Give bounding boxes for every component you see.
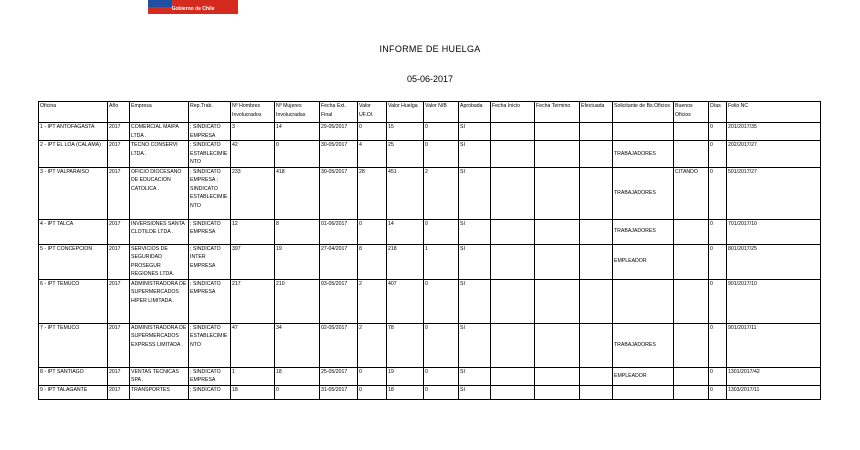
cell-valor-nb: 2 xyxy=(424,167,459,219)
cell-valor-nb: 0 xyxy=(424,385,459,399)
cell-valor-huelga: 14 xyxy=(387,219,424,244)
cell-oficina: 4 - IPT TALCA xyxy=(39,219,108,244)
cell-fecha-ext: 31-05/2017 xyxy=(320,385,358,399)
cell-empresa: COMERCIAL MAIPA LTDA . xyxy=(130,123,189,141)
cell-valor-nb: 0 xyxy=(424,219,459,244)
cell-hombres: 397 xyxy=(231,244,275,279)
cell-valor-uf: 4 xyxy=(358,141,387,168)
cell-valor-uf: 0 xyxy=(358,219,387,244)
cell-oficina: 7 - IPT TEMUCO xyxy=(39,323,108,367)
cell-anio: 2017 xyxy=(108,123,130,141)
cell-valor-uf: 0 xyxy=(358,367,387,385)
table-row xyxy=(39,323,821,367)
cell-fecha-termino xyxy=(535,167,580,219)
cell-hombres: 12 xyxy=(231,219,275,244)
cell-folio: 901/2017/11 xyxy=(727,323,821,367)
cell-oficina: 8 - IPT SANTIAGO xyxy=(39,367,108,385)
header-valor-huelga: Valor Huelga xyxy=(387,102,424,123)
cell-dias: 0 xyxy=(709,167,727,219)
cell-fecha-inicio xyxy=(491,141,535,168)
cell-buenos-oficios xyxy=(674,367,709,385)
header-dias: Días xyxy=(709,102,727,123)
cell-valor-uf: 0 xyxy=(358,123,387,141)
cell-solicitante: EMPLEADOR xyxy=(613,244,674,279)
table-row xyxy=(39,167,821,219)
cell-folio: 901/2017/10 xyxy=(727,279,821,323)
cell-valor-nb: 0 xyxy=(424,367,459,385)
cell-valor-huelga: 451 xyxy=(387,167,424,219)
cell-fecha-termino xyxy=(535,279,580,323)
header-anio: Año xyxy=(108,102,130,123)
cell-valor-huelga: 18 xyxy=(387,385,424,399)
cell-buenos-oficios xyxy=(674,219,709,244)
cell-aprobada: SI xyxy=(459,219,491,244)
table-row xyxy=(39,141,821,168)
table-row xyxy=(39,244,821,279)
cell-empresa: INVERSIONES SANTA CLOTILDE LTDA . xyxy=(130,219,189,244)
cell-solicitante xyxy=(613,385,674,399)
cell-mujeres: 19 xyxy=(275,244,320,279)
cell-aprobada: SI xyxy=(459,323,491,367)
cell-rep-trab: ; SINDICATO xyxy=(189,385,231,399)
table-body xyxy=(39,123,821,400)
cell-hombres: 42 xyxy=(231,141,275,168)
cell-mujeres: 210 xyxy=(275,279,320,323)
header-fecha-termino: Fecha Termino xyxy=(535,102,580,123)
cell-valor-huelga: 19 xyxy=(387,367,424,385)
cell-fecha-termino xyxy=(535,244,580,279)
cell-valor-uf: 8 xyxy=(358,244,387,279)
cell-fecha-ext: 30-05/2017 xyxy=(320,167,358,219)
cell-aprobada: SI xyxy=(459,167,491,219)
table-row xyxy=(39,219,821,244)
cell-mujeres: 18 xyxy=(275,367,320,385)
cell-solicitante xyxy=(613,123,674,141)
cell-empresa: TECNO CONSERVI LTDA . xyxy=(130,141,189,168)
cell-dias: 0 xyxy=(709,123,727,141)
header-aprobada: Aprobada xyxy=(459,102,491,123)
header-buenos-oficios: Buenos Oficios xyxy=(674,102,709,123)
table-row xyxy=(39,279,821,323)
cell-mujeres: 418 xyxy=(275,167,320,219)
cell-rep-trab: ; SINDICATO EMPRESA xyxy=(189,367,231,385)
cell-solicitante: TRABAJADORES xyxy=(613,219,674,244)
cell-fecha-termino xyxy=(535,385,580,399)
cell-fecha-inicio xyxy=(491,244,535,279)
cell-anio: 2017 xyxy=(108,167,130,219)
cell-empresa: OFICIO DIOCESANO DE EDUCACION CATOLICA . xyxy=(130,167,189,219)
cell-fecha-termino xyxy=(535,367,580,385)
cell-aprobada: SI xyxy=(459,367,491,385)
cell-valor-uf: 0 xyxy=(358,385,387,399)
cell-fecha-ext: 25-05/2017 xyxy=(320,367,358,385)
cell-hombres: 3 xyxy=(231,123,275,141)
header-mujeres: Nº Mujeres Involucradas xyxy=(275,102,320,123)
cell-folio: 1303/2017/11 xyxy=(727,385,821,399)
cell-fecha-ext: 01-06/2017 xyxy=(320,219,358,244)
cell-aprobada: SI xyxy=(459,123,491,141)
table-row xyxy=(39,385,821,399)
cell-buenos-oficios xyxy=(674,323,709,367)
cell-anio: 2017 xyxy=(108,219,130,244)
gobierno-logo xyxy=(148,0,238,14)
cell-anio: 2017 xyxy=(108,279,130,323)
table-row xyxy=(39,123,821,141)
cell-efectuada xyxy=(580,279,613,323)
cell-efectuada xyxy=(580,167,613,219)
cell-folio: 201/2017/35 xyxy=(727,123,821,141)
cell-valor-huelga: 407 xyxy=(387,279,424,323)
cell-fecha-inicio xyxy=(491,123,535,141)
cell-rep-trab: ; SINDICATO EMPRESA xyxy=(189,279,231,323)
cell-solicitante: TRABAJADORES xyxy=(613,141,674,168)
cell-empresa: SERVICIOS DE SEGURIDAD PROSEGUR REGIONES LTDA. xyxy=(130,244,189,279)
cell-fecha-ext: 29-05/2017 xyxy=(320,123,358,141)
cell-empresa: ADMINISTRADORA DE SUPERMERCADOS EXPRESS LIMITADA . xyxy=(130,323,189,367)
cell-dias: 0 xyxy=(709,244,727,279)
header-folio: Folio NC xyxy=(727,102,821,123)
cell-valor-uf: 2 xyxy=(358,279,387,323)
header-hombres: Nº Hombres Involucrados xyxy=(231,102,275,123)
cell-rep-trab: ; SINDICATO EMPRESA ; SINDICATO ESTABLECIMIENTO xyxy=(189,167,231,219)
cell-dias: 0 xyxy=(709,141,727,168)
strike-report-table xyxy=(38,101,821,400)
cell-buenos-oficios xyxy=(674,385,709,399)
cell-valor-huelga: 15 xyxy=(387,123,424,141)
report-title: INFORME DE HUELGA xyxy=(379,44,481,54)
cell-empresa: TRANSPORTES xyxy=(130,385,189,399)
cell-efectuada xyxy=(580,141,613,168)
cell-oficina: 3 - IPT VALPARAISO xyxy=(39,167,108,219)
cell-mujeres: 14 xyxy=(275,123,320,141)
cell-buenos-oficios xyxy=(674,279,709,323)
cell-valor-nb: 0 xyxy=(424,141,459,168)
cell-rep-trab: ; SINDICATO ESTABLECIMIENTO xyxy=(189,323,231,367)
cell-dias: 0 xyxy=(709,219,727,244)
cell-fecha-termino xyxy=(535,123,580,141)
table-header-row xyxy=(39,102,821,123)
cell-valor-nb: 0 xyxy=(424,123,459,141)
cell-hombres: 47 xyxy=(231,323,275,367)
cell-valor-huelga: 78 xyxy=(387,323,424,367)
cell-rep-trab: ; SINDICATO INTER EMPRESA xyxy=(189,244,231,279)
cell-mujeres: 34 xyxy=(275,323,320,367)
cell-dias: 0 xyxy=(709,279,727,323)
cell-hombres: 1 xyxy=(231,367,275,385)
cell-solicitante xyxy=(613,279,674,323)
cell-valor-nb: 0 xyxy=(424,323,459,367)
cell-fecha-inicio xyxy=(491,279,535,323)
cell-folio: 801/2017/25 xyxy=(727,244,821,279)
cell-valor-uf: 2 xyxy=(358,323,387,367)
cell-fecha-inicio xyxy=(491,367,535,385)
cell-oficina: 1 - IPT ANTOFAGASTA xyxy=(39,123,108,141)
header-rep-trab: Rep.Trab. xyxy=(189,102,231,123)
cell-oficina: 2 - IPT EL LOA (CALAMA) xyxy=(39,141,108,168)
cell-anio: 2017 xyxy=(108,141,130,168)
cell-folio: 701/2017/10 xyxy=(727,219,821,244)
cell-empresa: ADMINISTRADORA DE SUPERMERCADOS HIPER LIMITADA . xyxy=(130,279,189,323)
cell-empresa: VENTAS TECNICAS SPA . xyxy=(130,367,189,385)
header-valor-nb: Valor N/B xyxy=(424,102,459,123)
cell-dias: 0 xyxy=(709,367,727,385)
cell-solicitante: TRABAJADORES xyxy=(613,167,674,219)
cell-efectuada xyxy=(580,323,613,367)
header-fecha-ext: Fecha Ext. Final xyxy=(320,102,358,123)
cell-fecha-inicio xyxy=(491,167,535,219)
cell-oficina: 9 - IPT TALAGANTE xyxy=(39,385,108,399)
cell-anio: 2017 xyxy=(108,385,130,399)
cell-fecha-ext: 03-05/2017 xyxy=(320,279,358,323)
cell-buenos-oficios: CITANDO xyxy=(674,167,709,219)
cell-fecha-ext: 02-05/2017 xyxy=(320,323,358,367)
logo-text: Gobierno de Chile xyxy=(171,6,215,12)
cell-buenos-oficios xyxy=(674,123,709,141)
header-valor-uf: Valor UF.Ol. xyxy=(358,102,387,123)
cell-folio: 501/2017/27 xyxy=(727,167,821,219)
cell-rep-trab: ; SINDICATO ESTABLECIMIENTO xyxy=(189,141,231,168)
cell-solicitante: TRABAJADORES xyxy=(613,323,674,367)
cell-dias: 0 xyxy=(709,323,727,367)
cell-hombres: 233 xyxy=(231,167,275,219)
cell-mujeres: 8 xyxy=(275,219,320,244)
header-fecha-inicio: Fecha Inicio xyxy=(491,102,535,123)
cell-fecha-inicio xyxy=(491,323,535,367)
cell-valor-nb: 1 xyxy=(424,244,459,279)
cell-fecha-ext: 27-04/2017 xyxy=(320,244,358,279)
cell-folio: 1301/2017/42 xyxy=(727,367,821,385)
cell-buenos-oficios xyxy=(674,244,709,279)
cell-efectuada xyxy=(580,367,613,385)
cell-aprobada: SI xyxy=(459,385,491,399)
cell-mujeres: 0 xyxy=(275,141,320,168)
cell-anio: 2017 xyxy=(108,244,130,279)
header-oficina: Oficina xyxy=(39,102,108,123)
cell-fecha-termino xyxy=(535,219,580,244)
cell-folio: 202/2017/27 xyxy=(727,141,821,168)
cell-valor-uf: 28 xyxy=(358,167,387,219)
header-solicitante: Solicitante de Bs.Oficios xyxy=(613,102,674,123)
header-efectuada: Efectuada xyxy=(580,102,613,123)
cell-fecha-inicio xyxy=(491,385,535,399)
cell-aprobada: SI xyxy=(459,279,491,323)
cell-anio: 2017 xyxy=(108,323,130,367)
cell-rep-trab: ; SINDICATO EMPRESA xyxy=(189,123,231,141)
report-date: 05-06-2017 xyxy=(406,74,454,84)
cell-valor-nb: 0 xyxy=(424,279,459,323)
cell-hombres: 18 xyxy=(231,385,275,399)
cell-efectuada xyxy=(580,123,613,141)
cell-oficina: 5 - IPT CONCEPCION xyxy=(39,244,108,279)
cell-valor-huelga: 218 xyxy=(387,244,424,279)
cell-fecha-termino xyxy=(535,323,580,367)
cell-hombres: 217 xyxy=(231,279,275,323)
cell-efectuada xyxy=(580,244,613,279)
cell-aprobada: SI xyxy=(459,244,491,279)
cell-buenos-oficios xyxy=(674,141,709,168)
cell-dias: 0 xyxy=(709,385,727,399)
cell-aprobada: SI xyxy=(459,141,491,168)
cell-anio: 2017 xyxy=(108,367,130,385)
table-row xyxy=(39,367,821,385)
cell-efectuada xyxy=(580,219,613,244)
cell-fecha-inicio xyxy=(491,219,535,244)
header-empresa: Empresa xyxy=(130,102,189,123)
cell-oficina: 6 - IPT TEMUCO xyxy=(39,279,108,323)
cell-efectuada xyxy=(580,385,613,399)
cell-fecha-ext: 30-05/2017 xyxy=(320,141,358,168)
cell-rep-trab: ; SINDICATO EMPRESA xyxy=(189,219,231,244)
cell-valor-huelga: 25 xyxy=(387,141,424,168)
cell-fecha-termino xyxy=(535,141,580,168)
cell-mujeres: 0 xyxy=(275,385,320,399)
cell-solicitante: EMPLEADOR xyxy=(613,367,674,385)
